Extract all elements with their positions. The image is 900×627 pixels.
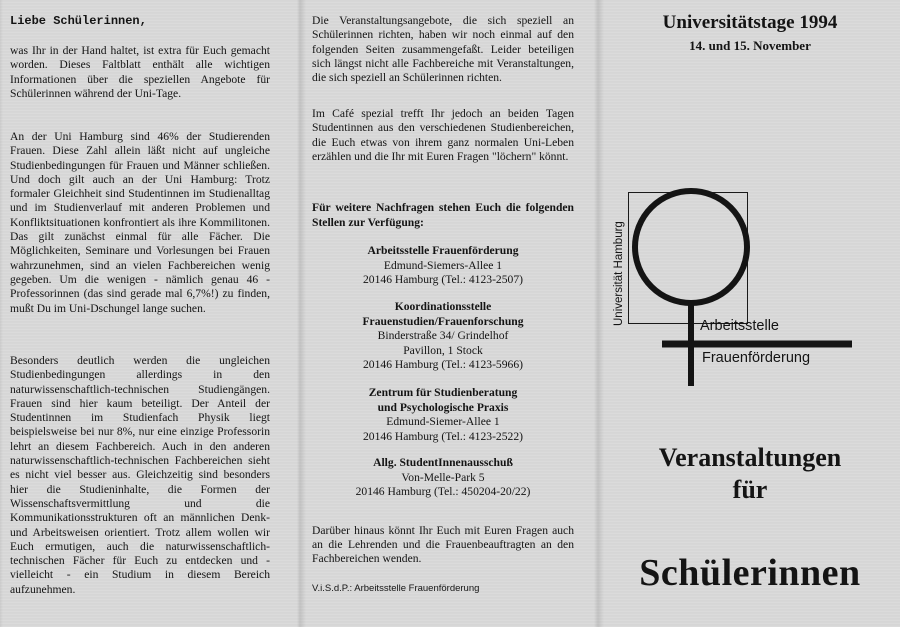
contact-phone: 20146 Hamburg (Tel.: 4123-2507) (363, 273, 523, 286)
logo-text-arbeitsstelle: Arbeitsstelle (700, 318, 779, 334)
headline-fuer: für (732, 475, 768, 504)
contact-address: Edmund-Siemers-Allee 1 (383, 258, 503, 272)
contact-block (312, 244, 574, 288)
contact-block (312, 300, 574, 373)
contact-phone: 20146 Hamburg (Tel.: 450204-20/22) (355, 485, 531, 498)
contact-address: Edmund-Siemer-Allee 1 (386, 415, 500, 428)
contacts-intro: Für weitere Nachfragen stehen Euch die folgenden Stellen zur Verfügung: (312, 201, 574, 229)
contact-address: Von-Melle-Park 5 (401, 470, 485, 484)
contact-name: Zentrum für Studienberatung (368, 386, 518, 399)
headline-schuelerinnen: Schülerinnen (639, 552, 861, 594)
event-title: Universitätstage 1994 (662, 12, 838, 33)
contact-address-line2: Pavillon, 1 Stock (403, 343, 483, 357)
contact-name: Arbeitsstelle Frauenförderung (367, 244, 519, 257)
offers-paragraph: Die Veranstaltungsangebote, die sich speziell an Schülerinnen richten, haben wir noch einmal auf den folgenden Seiten zusammengefaßt. Leider beteiligen sich längst nicht alle Fachbereiche mit Veranstaltungen, die sich speziell an Schülerinnen richten. (312, 14, 574, 85)
contact-block (312, 456, 574, 500)
intro-paragraph: was Ihr in der Hand haltet, ist extra für Euch gemacht worden. Dieses Faltblatt enthält alle wichtigen Informationen über die speziellen Angebote für Schülerinnen während der Uni-Tage. (10, 44, 270, 100)
greeting: Liebe Schülerinnen, (10, 14, 147, 28)
contact-phone: 20146 Hamburg (Tel.: 4123-2522) (363, 429, 523, 443)
contact-name-line2: Frauenstudien/Frauenforschung (362, 314, 524, 328)
event-date: 14. und 15. November (689, 38, 811, 53)
contact-address: Binderstraße 34/ Grindelhof (377, 329, 509, 342)
statistics-paragraph: An der Uni Hamburg sind 46% der Studierenden Frauen. Diese Zahl allein läßt nicht auf ungleiche Studienbedingungen für Frauen und Männer schließen. Und doch gilt auch an der Uni Hamburg: Trotz formaler Gleichheit sind Studentinnen im Studienalltag und im Studienverlauf mit anderen Problemen und Konfliktsituationen konfrontiert als ihre Kommilitonen. Das gilt zunächst einmal für alle Fächer. Die Möglichkeiten, Seminare und Vorlesungen bei Frauen wahrzunehmen, sind an vielen Fachbereichen wenig gegeben. Um die wenigen - nämlich genau 46 - Professorinnen (das sind gerade mal 6,7%!) zu finden, mußt Du im Uni-Dschungel lange suchen. (10, 130, 270, 315)
contact-name: Koordinationsstelle (394, 300, 492, 313)
cafe-paragraph: Im Café spezial trefft Ihr jedoch an beiden Tagen Studentinnen aus den verschiedenen Studienbereichen, die Euch etwas von ihrem ganz normalen Uni-Leben erzählen und die Ihr mit Euren Fragen "löchern" könnt. (312, 107, 574, 163)
logo (608, 184, 878, 394)
contact-name-line2: und Psychologische Praxis (377, 400, 509, 414)
logo-text-frauenfoerderung: Frauenförderung (702, 350, 811, 366)
science-paragraph: Besonders deutlich werden die ungleichen Studienbedingungen allerdings in den naturwissenschaftlich-technischen Studiengängen. Frauen sind hier kaum beteiligt. Der Anteil der Studentinnen im Studienfach Physik liegt beispielsweise bei nur 8%, nur eine einzige Professorin lehrt an diesem Fachbereich. Auch in den anderen naturwissenschaftlich-technischen Fachbereichen sieht es nicht viel besser aus. Gleichzeitig sind besonders hier die Studieninhalte, die Formen der Wissenschaftsvermittlung und die Kommunikationsstrukturen oft an männlichen Denk- und Arbeitsweisen orientiert. Trotz allem wollen wir Euch ermutigen, auch die naturwissenschaftlich-technischen Fächer für Euch zu entdecken und - vielleicht - ein Studium in diesem Bereich aufzunehmen. (10, 354, 270, 596)
contact-phone: 20146 Hamburg (Tel.: 4123-5966) (363, 358, 523, 371)
closing-paragraph: Darüber hinaus könnt Ihr Euch mit Euren Fragen auch an die Lehrenden und die Frauenbeauftragten an den Fachbereichen wenden. (312, 523, 574, 566)
contact-block (312, 386, 574, 444)
contact-name: Allg. StudentInnenausschuß (373, 456, 513, 469)
headline-veranstaltungen: Veranstaltungen (658, 443, 842, 472)
imprint: V.i.S.d.P.: Arbeitsstelle Frauenförderung (312, 583, 480, 594)
logo-university-text: Universität Hamburg (613, 221, 625, 326)
